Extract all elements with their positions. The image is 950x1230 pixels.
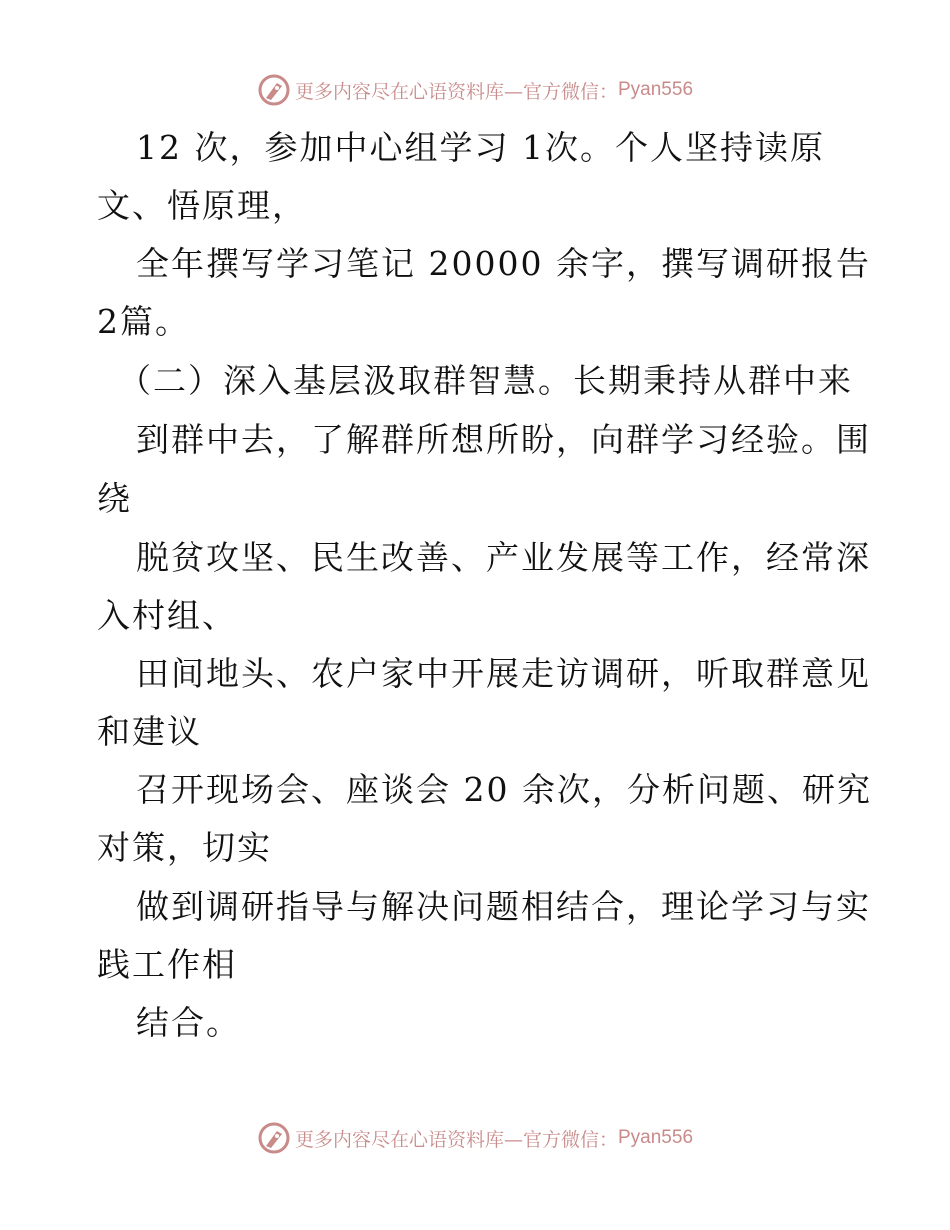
- watermark-text: 更多内容尽在心语资料库—官方微信：: [294, 80, 618, 103]
- text-line: 和建议: [97, 712, 202, 751]
- text-line: 脱贫攻坚、民生改善、产业发展等工作，经常深: [136, 538, 871, 577]
- watermark-wechat-id: Pyan556: [618, 1127, 694, 1148]
- text-line: 践工作相: [97, 945, 237, 984]
- pen-nib-logo-icon: [257, 1121, 291, 1155]
- text-line: 绕: [97, 479, 132, 518]
- text-line: 对策，切实: [97, 828, 272, 867]
- text-line: 12 次，参加中心组学习 1次。个人坚持读原: [136, 128, 825, 167]
- text-line: 田间地头、农户家中开展走访调研，听取群意见: [136, 654, 871, 693]
- text-line: 入村组、: [97, 596, 237, 635]
- text-line: 到群中去，了解群所想所盼，向群学习经验。围: [136, 420, 871, 459]
- text-line: 2篇。: [97, 302, 190, 341]
- watermark-wechat-id: Pyan556: [618, 79, 694, 100]
- text-line: 文、悟原理，: [97, 186, 307, 225]
- text-line: 结合。: [136, 1003, 241, 1042]
- text-line: 召开现场会、座谈会 20 余次，分析问题、研究: [136, 770, 872, 809]
- watermark-text: 更多内容尽在心语资料库—官方微信：: [294, 1128, 618, 1151]
- watermark-footer: [0, 1118, 950, 1158]
- text-line: 做到调研指导与解决问题相结合，理论学习与实: [136, 887, 871, 926]
- text-line: 全年撰写学习笔记 20000 余字，撰写调研报告: [136, 244, 871, 283]
- section-heading-line: （二）深入基层汲取群智慧。长期秉持从群中来: [118, 361, 853, 400]
